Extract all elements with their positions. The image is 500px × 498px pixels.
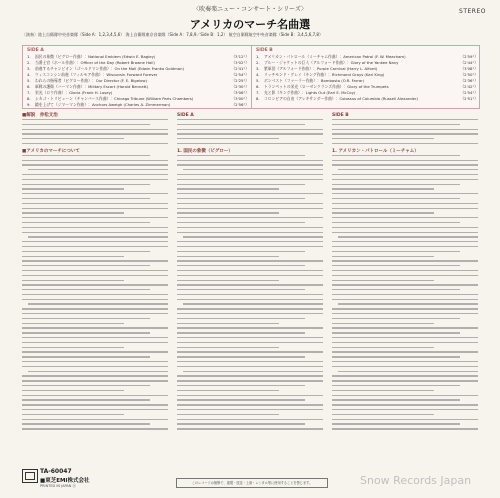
text-line	[332, 155, 460, 156]
text-line	[177, 294, 323, 295]
text-line	[177, 327, 323, 328]
text-line	[332, 390, 434, 391]
text-line	[332, 327, 478, 328]
album-title: アメリカのマーチ名曲選	[189, 18, 311, 31]
text-line	[332, 203, 478, 204]
text-line	[177, 366, 323, 367]
text-line	[22, 129, 168, 130]
track-divider	[251, 46, 252, 108]
track-duration: （2'54"）	[460, 90, 478, 95]
track-number: 9.	[27, 102, 31, 107]
track-number: 7.	[27, 90, 31, 95]
text-line	[22, 227, 168, 228]
side-a-notes-heading: SIDE A	[177, 113, 194, 118]
text-line	[332, 174, 478, 175]
track-number: 1.	[27, 54, 31, 59]
text-line	[177, 375, 323, 376]
text-line	[332, 241, 478, 242]
text-line	[183, 169, 323, 170]
text-line	[22, 337, 168, 338]
text-line	[177, 138, 279, 139]
track-duration: （3'02"）	[231, 60, 249, 65]
text-line	[22, 251, 150, 252]
text-line	[22, 133, 168, 134]
track-title: ブルー・ジャケットの巨人（アルフォード作曲）：Glory of the Yankee Navy	[264, 60, 399, 65]
text-line	[177, 184, 305, 185]
track-title: ウィスコンシン前進（フィルモア作曲）：Wisconsin Forward Forever	[35, 72, 158, 77]
text-line	[28, 303, 168, 304]
text-line	[22, 390, 124, 391]
text-line	[332, 351, 478, 352]
text-line	[177, 347, 279, 348]
text-line	[332, 428, 478, 429]
text-line	[22, 419, 168, 420]
text-line	[332, 419, 478, 420]
text-line	[22, 351, 168, 352]
text-line	[332, 313, 478, 314]
track-title: 紫軍団（アルフォード作曲）：Purple Carnival (Harry L. Alford)	[264, 66, 378, 71]
track-number: 6.	[27, 84, 31, 89]
track-duration: （2'54"）	[231, 72, 249, 77]
track-duration: （2'44"）	[460, 60, 478, 65]
text-line	[332, 124, 460, 125]
text-line	[332, 198, 460, 199]
text-line	[22, 265, 150, 266]
track-row	[27, 102, 249, 108]
track-duration: （3'08"）	[460, 66, 478, 71]
text-line	[177, 208, 323, 209]
text-line	[177, 361, 323, 362]
side-a-list	[27, 54, 249, 108]
track-title: 当番士官（ホール作曲）：Officer of the Day (Robert Browne Hall)	[35, 60, 155, 65]
side-a-label: SIDE A	[27, 48, 44, 53]
track-title: 前進するチャンピオン（ゴールドマン作曲）：On the Mall (Edwin Franko Goldman)	[35, 66, 185, 71]
text-line	[22, 232, 168, 233]
text-line	[177, 217, 323, 218]
text-line	[22, 256, 124, 257]
text-line	[177, 265, 305, 266]
text-line	[22, 284, 168, 285]
track-number: 3.	[27, 66, 31, 71]
text-line	[22, 366, 168, 367]
text-line	[332, 133, 478, 134]
text-line	[177, 385, 305, 386]
text-line	[177, 143, 323, 144]
liner-notes-columns	[22, 112, 478, 462]
text-line	[22, 174, 168, 175]
text-line	[338, 371, 478, 372]
text-line	[177, 337, 323, 338]
track-title: トランペットの栄光（ローゼンクランズ作曲）：Glory of the Trumpets	[264, 84, 389, 89]
text-line	[177, 428, 323, 429]
track-duration: （2'41"）	[231, 66, 249, 71]
text-line	[177, 251, 305, 252]
text-line	[22, 275, 168, 276]
text-line	[177, 212, 279, 213]
text-line	[177, 419, 323, 420]
text-line	[177, 241, 323, 242]
text-line	[177, 256, 279, 257]
track-title: 国民の象徴（ビグロー作曲）：National Emblem (Edwin E. Bagley)	[35, 54, 156, 59]
text-line	[22, 160, 168, 161]
track-duration: （2'50"）	[460, 72, 478, 77]
text-line	[22, 212, 124, 213]
text-line	[338, 169, 478, 170]
text-line	[22, 327, 168, 328]
text-line	[22, 404, 168, 405]
text-line	[338, 303, 478, 304]
catalog-number: TA-60047	[40, 468, 72, 475]
text-line	[332, 119, 478, 120]
text-line	[332, 294, 478, 295]
text-line	[22, 361, 168, 362]
track-duration: （2'51"）	[460, 96, 478, 101]
text-line	[22, 332, 150, 333]
track-title: シカゴ・トリビューン（チャンバース作曲）：Chicago Tribune (William Paris Chambers)	[35, 96, 194, 101]
liner-column-3	[332, 112, 478, 462]
text-line	[177, 222, 305, 223]
text-line	[177, 395, 323, 396]
text-line	[332, 375, 478, 376]
text-line	[177, 198, 305, 199]
text-line	[22, 409, 168, 410]
text-line	[28, 236, 168, 237]
track-number: 4.	[256, 72, 260, 77]
text-line	[177, 260, 323, 261]
text-line	[177, 318, 305, 319]
track-number: 5.	[256, 78, 260, 83]
text-line	[332, 323, 434, 324]
track-number: 8.	[27, 96, 31, 101]
text-line	[22, 308, 168, 309]
text-line	[177, 284, 323, 285]
text-line	[28, 169, 168, 170]
text-line	[22, 222, 150, 223]
side-a	[27, 48, 249, 108]
text-line	[177, 380, 323, 381]
text-line	[332, 409, 478, 410]
text-line	[177, 414, 279, 415]
copyright-notice: このレコードは無断で、複製・放送・上演・レンタル等に使用することを禁じます。	[176, 478, 328, 488]
track-title: コロンビアの自由（アレキサンダー作曲）：Colossus of Columbia (Russell Alexander)	[264, 96, 418, 101]
track-number: 1.	[256, 54, 260, 59]
text-line	[177, 227, 323, 228]
text-line	[22, 375, 168, 376]
text-line	[338, 236, 478, 237]
track-title: ボンベスト（ファーラー作曲）：Bombasto (O.R. Farrar)	[264, 78, 365, 83]
track-duration: （3'06"）	[231, 90, 249, 95]
text-line	[332, 347, 434, 348]
text-line	[22, 184, 150, 185]
text-line	[22, 289, 150, 290]
text-line	[22, 270, 168, 271]
text-line	[177, 399, 305, 400]
text-line	[177, 232, 323, 233]
track-title: 光と影（キング作曲）：Lights Out (Earl E. McCoy)	[264, 90, 356, 95]
side-b-notes-heading: SIDE B	[332, 113, 349, 118]
text-line	[332, 332, 460, 333]
text-line	[22, 356, 150, 357]
track-title: アメリカン・パトロール（ミーチャム作曲）：American Patrol (F. W. Meacham)	[264, 54, 406, 59]
text-line	[22, 188, 124, 189]
text-line	[332, 222, 460, 223]
track-number: 4.	[27, 72, 31, 77]
text-line	[332, 423, 460, 424]
text-line	[332, 299, 478, 300]
text-line	[22, 342, 168, 343]
text-line	[22, 143, 168, 144]
text-line	[22, 428, 168, 429]
text-line	[332, 414, 434, 415]
record-label: ■東芝EMI株式会社	[40, 478, 90, 484]
text-line	[177, 188, 279, 189]
text-line	[22, 280, 124, 281]
text-line	[332, 337, 478, 338]
text-line	[332, 342, 478, 343]
track-duration: （2'56"）	[231, 102, 249, 107]
text-line	[332, 129, 478, 130]
track-duration: （2'36"）	[460, 78, 478, 83]
text-line	[22, 318, 150, 319]
text-line	[332, 143, 478, 144]
text-line	[22, 198, 150, 199]
text-line	[332, 164, 478, 165]
text-line	[22, 380, 168, 381]
text-line	[332, 188, 434, 189]
toshiba-emi-logo	[22, 469, 38, 483]
text-line	[22, 246, 168, 247]
liner-column-2	[177, 112, 323, 462]
text-line	[332, 232, 478, 233]
text-line	[332, 280, 434, 281]
text-line	[332, 251, 460, 252]
text-line	[332, 289, 460, 290]
text-line	[332, 265, 460, 266]
text-line	[332, 404, 478, 405]
text-line	[177, 404, 323, 405]
text-line	[177, 289, 305, 290]
text-line	[183, 303, 323, 304]
track-title: 栄光（ロウ作曲）：Gloria (Frank H. Losey)	[35, 90, 113, 95]
text-line	[332, 212, 434, 213]
text-line	[22, 395, 168, 396]
text-line	[177, 308, 323, 309]
side-b-list	[256, 54, 478, 102]
text-line	[332, 256, 434, 257]
text-line	[177, 129, 323, 130]
side-b-label: SIDE B	[256, 48, 273, 53]
text-line	[22, 323, 124, 324]
text-line	[332, 366, 478, 367]
text-line	[177, 155, 305, 156]
text-line	[177, 390, 279, 391]
text-line	[22, 294, 168, 295]
text-line	[177, 174, 323, 175]
text-line	[177, 423, 305, 424]
text-line	[332, 246, 478, 247]
text-line	[332, 356, 460, 357]
text-line	[28, 371, 168, 372]
text-line	[177, 119, 323, 120]
text-line	[177, 409, 323, 410]
printed-in: PRINTED IN JAPAN ⓟ	[40, 484, 76, 488]
text-line	[177, 193, 323, 194]
track-number: 5.	[27, 78, 31, 83]
text-line	[177, 313, 323, 314]
text-line	[22, 179, 168, 180]
track-title: われらの指導者（ビグロー作曲）：Our Director (F. E. Bigelow)	[35, 78, 148, 83]
text-line	[22, 423, 150, 424]
text-line	[332, 270, 478, 271]
track-number: 2.	[256, 60, 260, 65]
text-line	[332, 138, 434, 139]
watermark-text: Snow Records Japan	[360, 474, 472, 487]
text-line	[332, 227, 478, 228]
track-number: 2.	[27, 60, 31, 65]
text-line	[22, 124, 150, 125]
text-line	[22, 138, 124, 139]
series-title: 〈吹奏楽ニュー・コンサート・シリーズ〉	[193, 6, 307, 13]
track-title: 錨を上げて（ジマーマン作曲）：Anchors Aweigh (Charles A. Zimmerman)	[35, 102, 171, 107]
text-line	[22, 119, 168, 120]
track-number: 6.	[256, 84, 260, 89]
text-line	[177, 164, 323, 165]
text-line	[332, 260, 478, 261]
track-title: 軍隊の護衛（ハーマン作曲）：Military Escort (Harold Bennett)	[35, 84, 149, 89]
text-line	[22, 193, 168, 194]
text-line	[177, 160, 323, 161]
stereo-label: STEREO	[459, 8, 486, 15]
text-line	[22, 217, 168, 218]
text-line	[332, 284, 478, 285]
track-listing	[22, 45, 480, 109]
track-number: 7.	[256, 90, 260, 95]
text-line	[22, 385, 150, 386]
text-line	[177, 356, 305, 357]
text-line	[177, 351, 323, 352]
text-line	[22, 299, 168, 300]
text-line	[183, 371, 323, 372]
track-duration: （2'59"）	[460, 54, 478, 59]
text-line	[22, 399, 150, 400]
text-line	[177, 275, 323, 276]
text-line	[22, 414, 124, 415]
performance-credits: 〔演奏〕陸上自衛隊中央音楽隊（Side A：1,2,3,4,5,6） 海上自衛隊東京音楽隊（Side A：7,8,9／Side B：1,2） 航空自衛隊航空中央音楽隊（Side B：3,4,5,6,7,8）	[22, 32, 323, 37]
text-line	[332, 385, 460, 386]
text-line	[22, 260, 168, 261]
track-title: リッチモンド・グレイ（キング作曲）：Richmond Grays (Karl King)	[264, 72, 385, 77]
subsection-heading: 1. アメリカン・パトロール（ミーチャム）	[332, 148, 419, 154]
text-line	[177, 332, 305, 333]
text-line	[22, 313, 168, 314]
track-duration: （2'25"）	[231, 78, 249, 83]
text-line	[332, 160, 478, 161]
text-line	[177, 299, 323, 300]
text-line	[177, 270, 323, 271]
text-line	[332, 184, 460, 185]
subsection-heading: 1. 国民の象徴（ビグロー）	[177, 148, 233, 154]
text-line	[332, 308, 478, 309]
text-line	[183, 236, 323, 237]
text-line	[332, 275, 478, 276]
text-line	[177, 342, 323, 343]
side-b	[256, 48, 478, 102]
liner-column-1	[22, 112, 168, 462]
text-line	[177, 179, 323, 180]
track-duration: （2'30"）	[231, 84, 249, 89]
track-duration: （3'12"）	[231, 54, 249, 59]
text-line	[332, 318, 460, 319]
text-line	[22, 208, 168, 209]
track-duration: （2'42"）	[460, 84, 478, 89]
text-line	[332, 208, 478, 209]
text-line	[22, 155, 150, 156]
text-line	[332, 361, 478, 362]
text-line	[177, 323, 279, 324]
text-line	[332, 193, 478, 194]
track-duration: （3'00"）	[231, 96, 249, 101]
text-line	[332, 380, 478, 381]
track-row	[256, 96, 478, 102]
text-line	[22, 203, 168, 204]
text-line	[22, 347, 124, 348]
text-line	[332, 179, 478, 180]
text-line	[332, 395, 478, 396]
text-line	[332, 399, 460, 400]
commentary-heading: ■解説 赤松文治	[22, 113, 58, 118]
subsection-heading: ■アメリカのマーチについて	[22, 148, 80, 154]
track-number: 8.	[256, 96, 260, 101]
text-line	[177, 203, 323, 204]
track-number: 3.	[256, 66, 260, 71]
text-line	[177, 246, 323, 247]
text-line	[22, 241, 168, 242]
text-line	[177, 280, 279, 281]
text-line	[177, 133, 323, 134]
text-line	[22, 164, 168, 165]
text-line	[332, 217, 478, 218]
text-line	[177, 124, 305, 125]
